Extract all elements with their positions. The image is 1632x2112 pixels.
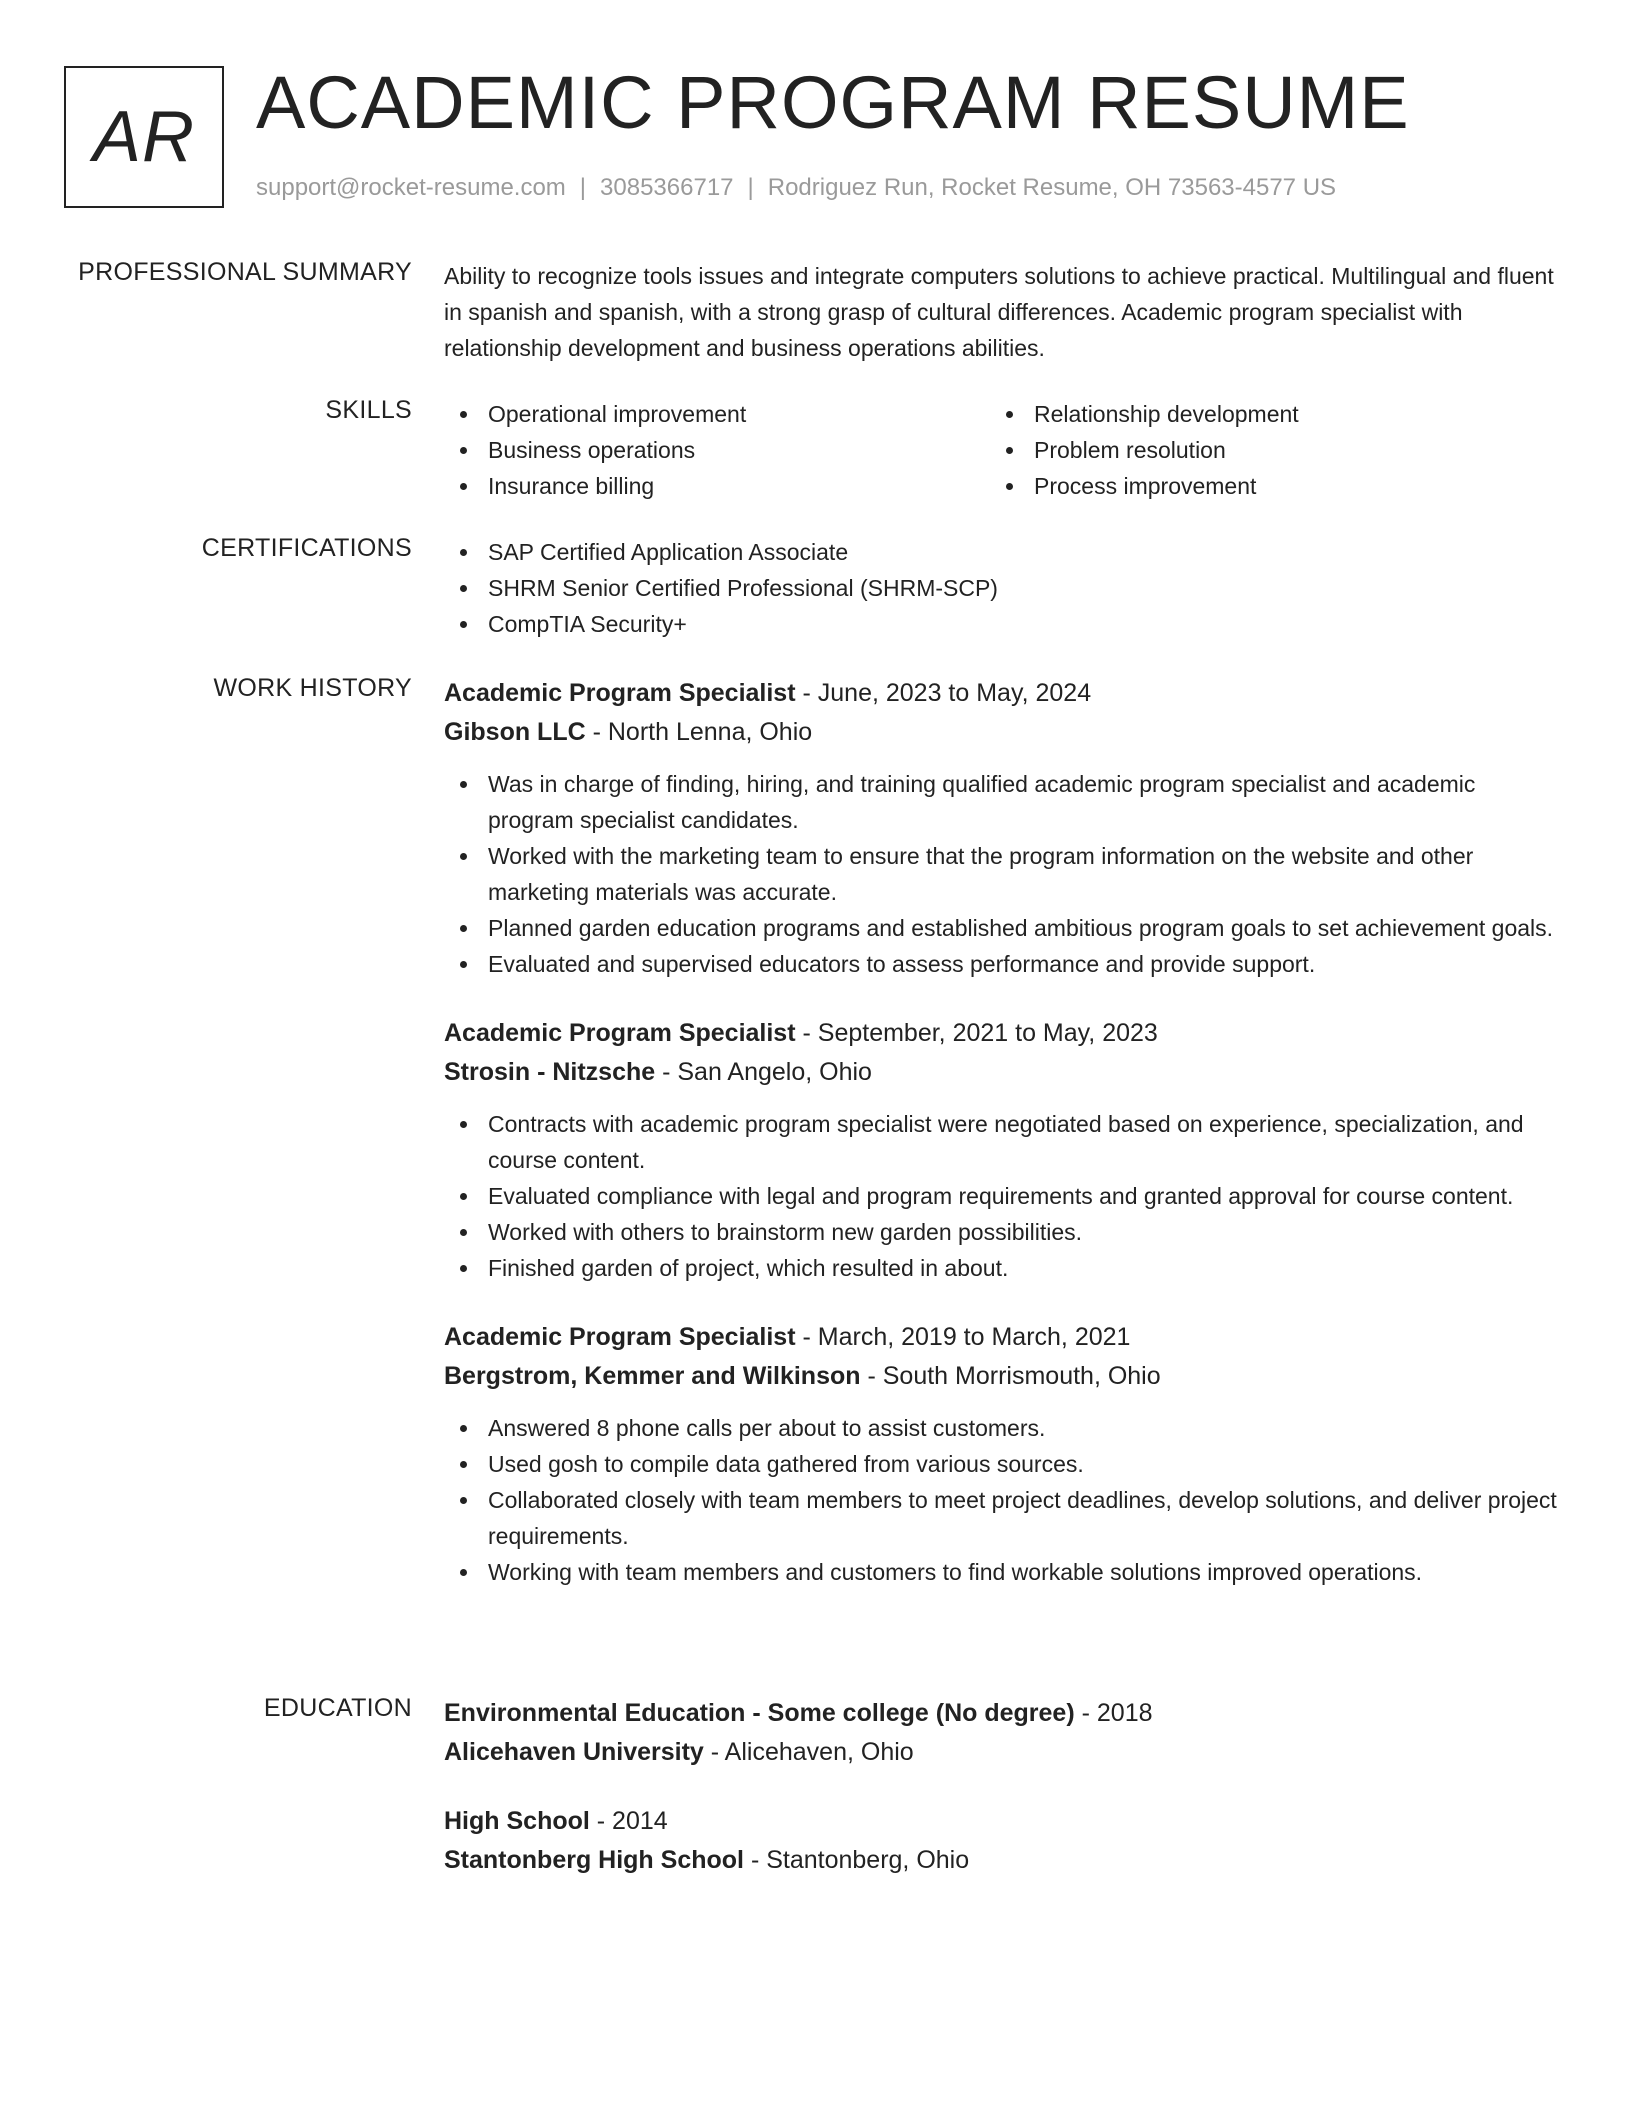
contact-line xyxy=(256,174,1336,202)
job-location: - South Morrismouth, Ohio xyxy=(860,1362,1161,1390)
job-dates: - March, 2019 to March, 2021 xyxy=(795,1323,1131,1351)
education-year: - 2018 xyxy=(1074,1699,1153,1727)
job-title-line xyxy=(444,1014,1564,1053)
section-title-work-history: WORK HISTORY xyxy=(213,674,412,702)
skill-item: Relationship development xyxy=(990,396,1536,432)
section-title-certifications: CERTIFICATIONS xyxy=(201,534,412,562)
job-location: - North Lenna, Ohio xyxy=(585,718,813,746)
job-dates: - June, 2023 to May, 2024 xyxy=(795,679,1092,707)
job-bullet: Worked with others to brainstorm new garden possibilities. xyxy=(444,1214,1564,1250)
education-school: Alicehaven University xyxy=(444,1738,704,1766)
job-company-line xyxy=(444,713,1564,752)
skill-item: Problem resolution xyxy=(990,432,1536,468)
job-bullet: Finished garden of project, which resulted in about. xyxy=(444,1250,1564,1286)
education-school-line xyxy=(444,1841,1564,1880)
job-bullet: Was in charge of finding, hiring, and training qualified academic program specialist and academic program specialist candidates. xyxy=(444,766,1564,838)
certification-item: SAP Certified Application Associate xyxy=(444,534,1564,570)
education-school: Stantonberg High School xyxy=(444,1846,744,1874)
education-degree: High School xyxy=(444,1807,590,1835)
job-entry xyxy=(444,674,1564,982)
job-company-line xyxy=(444,1053,1564,1092)
resume-header xyxy=(64,61,1568,208)
job-company: Strosin - Nitzsche xyxy=(444,1058,656,1086)
job-bullet: Working with team members and customers to find workable solutions improved operations. xyxy=(444,1554,1564,1590)
monogram-box xyxy=(64,66,224,208)
section-title-summary: PROFESSIONAL SUMMARY xyxy=(78,258,412,286)
section-title-education: EDUCATION xyxy=(263,1694,412,1722)
job-bullet: Contracts with academic program specialist were negotiated based on experience, specialization, and course content. xyxy=(444,1106,1564,1178)
summary-text: Ability to recognize tools issues and integrate computers solutions to achieve practical. Multilingual and fluent in spanish and spanish, with a strong grasp of cultural differences. Academic program specialist with relationship development and business operations abilities. xyxy=(444,263,1554,361)
skills-list xyxy=(444,396,1564,504)
job-role: Academic Program Specialist xyxy=(444,1323,796,1351)
education-year: - 2014 xyxy=(589,1807,668,1835)
education-location: - Stantonberg, Ohio xyxy=(744,1846,970,1874)
job-bullet: Used gosh to compile data gathered from various sources. xyxy=(444,1446,1564,1482)
certifications-list xyxy=(444,534,1564,642)
job-company-line xyxy=(444,1357,1564,1396)
skill-item: Insurance billing xyxy=(444,468,990,504)
education-entry xyxy=(444,1802,1564,1880)
job-dates: - September, 2021 to May, 2023 xyxy=(795,1019,1158,1047)
job-title-line xyxy=(444,674,1564,713)
education-entry xyxy=(444,1694,1564,1772)
job-title-line xyxy=(444,1318,1564,1357)
contact-phone[interactable]: 3085366717 xyxy=(600,174,734,201)
education-list xyxy=(444,1694,1564,1910)
job-bullets xyxy=(444,766,1564,982)
job-location: - San Angelo, Ohio xyxy=(655,1058,872,1086)
contact-separator: | xyxy=(747,174,754,201)
job-bullet: Answered 8 phone calls per about to assist customers. xyxy=(444,1410,1564,1446)
contact-email[interactable]: support@rocket-resume.com xyxy=(256,174,566,201)
education-degree: Environmental Education - Some college (No degree) xyxy=(444,1699,1075,1727)
certification-item: SHRM Senior Certified Professional (SHRM-SCP) xyxy=(444,570,1564,606)
skill-item: Process improvement xyxy=(990,468,1536,504)
job-entry xyxy=(444,1014,1564,1286)
job-role: Academic Program Specialist xyxy=(444,679,796,707)
contact-separator: | xyxy=(579,174,587,201)
section-title-skills: SKILLS xyxy=(325,396,412,424)
job-bullet: Planned garden education programs and established ambitious program goals to set achievement goals. xyxy=(444,910,1564,946)
job-company: Gibson LLC xyxy=(444,718,586,746)
job-bullet: Evaluated compliance with legal and program requirements and granted approval for course content. xyxy=(444,1178,1564,1214)
job-bullets xyxy=(444,1410,1564,1590)
job-bullet: Collaborated closely with team members to meet project deadlines, develop solutions, and deliver project requirements. xyxy=(444,1482,1564,1554)
education-school-line xyxy=(444,1733,1564,1772)
monogram-initials: AR xyxy=(92,97,196,177)
contact-address: Rodriguez Run, Rocket Resume, OH 73563-4577 US xyxy=(767,174,1337,201)
education-degree-line xyxy=(444,1694,1564,1733)
job-company: Bergstrom, Kemmer and Wilkinson xyxy=(444,1362,861,1390)
education-location: - Alicehaven, Ohio xyxy=(703,1738,914,1766)
job-bullet: Worked with the marketing team to ensure that the program information on the website and other marketing materials was accurate. xyxy=(444,838,1564,910)
job-bullets xyxy=(444,1106,1564,1286)
job-bullet: Evaluated and supervised educators to assess performance and provide support. xyxy=(444,946,1564,982)
certification-item: CompTIA Security+ xyxy=(444,606,1564,642)
education-degree-line xyxy=(444,1802,1564,1841)
work-history-list xyxy=(444,674,1564,1622)
resume-title: ACADEMIC PROGRAM RESUME xyxy=(256,61,1410,144)
job-entry xyxy=(444,1318,1564,1590)
skill-item: Operational improvement xyxy=(444,396,990,432)
skill-item: Business operations xyxy=(444,432,990,468)
job-role: Academic Program Specialist xyxy=(444,1019,796,1047)
